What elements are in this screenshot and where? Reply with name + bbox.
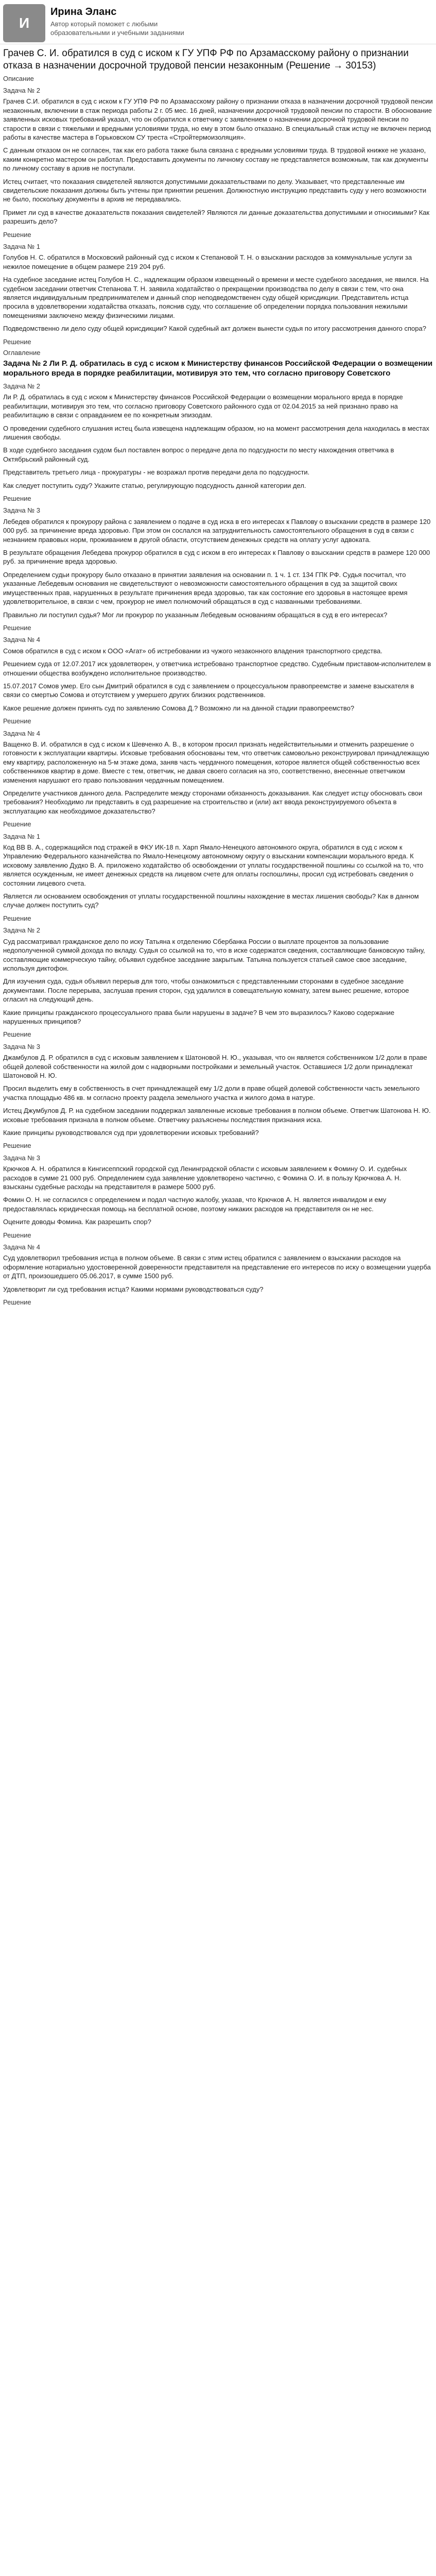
task-block <box>3 1243 433 1307</box>
task-paragraph: Грачев С.И. обратился в суд с иском к ГУ УПФ РФ по Арзамасскому району о признании отказа в назначении досрочной трудовой пенсии незаконным, включении в стаж периода работы 2 г. 05 мес. 16 дней, назначении досрочной трудовой пенсии по старости. В обоснование заявленных исковых требований указал, что он обратился к ответчику с заявлением о назначении досрочной трудовой пенсии по старости в связи с тяжелыми и вредными условиями труда, но ему в этом было отказано. В специальный стаж истцу не включен период работы в качестве мастера в Горьковском СУ треста «Стройтермоизоляция». <box>3 97 433 141</box>
task-paragraph: Является ли основанием освобождения от уплаты государственной пошлины нахождение в местах лишения свободы? Как в данном случае должен поступить суд? <box>3 892 419 909</box>
task-paragraph: На судебное заседание истец Голубов Н. С., надлежащим образом извещенный о времени и месте судебного заседания, не явился. На судебном заседании ответчик Степанова Т. Н. заявила ходатайство о прекращении производства по делу в связи с тем, что она является индивидуальным предпринимателем и данный спор неподведомственен суду общей юрисдикции. Представитель истца просила в удовлетворении ходатайства отказать, пояснив суду, что соглашение об определении порядка пользования нежилыми помещениями заключено между физическими лицами. <box>3 276 429 319</box>
task-label: Задача № 2 <box>3 86 41 94</box>
section <box>3 348 433 1307</box>
section-label: Оглавление <box>3 349 41 357</box>
task-paragraph: Ли Р. Д. обратилась в суд с иском к Министерству финансов Российской Федерации о возмещении морального вреда в порядке реабилитации, мотивируя это тем, что согласно приговору Советского районного суда от 02.04.2015 за ней признано право на реабилитацию в связи с оправданием ее по конкретным эпизодам. <box>3 393 403 419</box>
task-paragraph: Какое решение должен принять суд по заявлению Сомова Д.? Возможно ли на данной стадии правопреемство? <box>3 704 355 712</box>
section-label: Описание <box>3 74 34 82</box>
solution-link[interactable]: Решение <box>3 1231 31 1239</box>
task-label: Задача № 3 <box>3 1154 41 1162</box>
task-label: Задача № 3 <box>3 1042 41 1050</box>
task-paragraph: В ходе судебного заседания судом был поставлен вопрос о передаче дела по подсудности по месту нахождения ответчика в Октябрьский районный суд. <box>3 446 394 463</box>
task-label: Задача № 4 <box>3 729 41 737</box>
task-paragraph: В результате обращения Лебедева прокурор обратился в суд с иском в его интересах к Павлову о взыскании средств в размере 120 000 руб. за причинение вреда здоровью. <box>3 549 430 566</box>
task-paragraph: Примет ли суд в качестве доказательств показания свидетелей? Являются ли данные доказательства допустимыми и относимыми? Как разрешить дело? <box>3 208 430 226</box>
task-paragraph: Сомов обратился в суд с иском к ООО «Агат» об истребовании из чужого незаконного владения транспортного средства. <box>3 647 382 655</box>
task-paragraph: Определите участников данного дела. Распределите между сторонами обязанность доказывания. Как следует истцу обосновать свои требования? Необходимо ли представить в суд разрешение на строительство и (или) акт ввода реконструируемого объекта в эксплуатацию как необходимое доказательство? <box>3 789 423 815</box>
task-paragraph: Фомин О. Н. не согласился с определением и подал частную жалобу, указав, что Крючков А. Н. является инвалидом и ему предоставлялась юридическая помощь на бесплатной основе, поэтому никаких расходов на представителя он не нес. <box>3 1196 387 1213</box>
task-block <box>3 86 433 239</box>
task-paragraph: Код ВВ В. А., содержащийся под стражей в ФКУ ИК-18 п. Харп Ямало-Ненецкого автономного округа, обратился в суд с иском к Управлению Федерального казначейства по Ямало-Ненецкому автономному округу о взыскании компенсации морального вреда. К исковому заявлению Дудко В. А. приложено ходатайство об освобождении от уплаты государственной пошлины со ссылкой на то, что является осужденным, не имеет денежных средств на лицевом счете для оплаты госпошлины, просил суд истребовать сведения о состоянии лицевого счета. <box>3 843 424 887</box>
task-paragraph: Как следует поступить суду? Укажите статью, регулирующую подсудность данной категории дел. <box>3 481 306 489</box>
task-paragraph: Крючков А. Н. обратился в Кингисеппский городской суд Ленинградской области с исковым заявлением к Фомину О. И. судебных расходов в сумме 21 000 руб. Определением суда заявление удовлетворено частично, с Фомина О. И. в пользу Крючкова А. Н. взысканы судебные расходы на представителя в размере 5000 руб. <box>3 1165 407 1191</box>
task-paragraph: О проведении судебного слушания истец была извещена надлежащим образом, но на момент рассмотрения дела находилась в местах лишения свободы. <box>3 424 429 441</box>
task-paragraph: Оцените доводы Фомина. Как разрешить спор? <box>3 1218 151 1226</box>
task-paragraph: Лебедев обратился к прокурору района с заявлением о подаче в суд иска в его интересах к Павлову о взыскании средств в размере 120 000 руб. за причинение вреда здоровью. При этом он сослался на затруднительность самостоятельного обращения в суд в связи с незнанием правовых норм, проживанием в другой области, отсутствием денежных средств на оплату услуг адвоката. <box>3 517 431 544</box>
task-paragraph: 15.07.2017 Сомов умер. Его сын Дмитрий обратился в суд с заявлением о процессуальном правопреемстве и замене взыскателя в связи со смертью Сомова и отсутствием у умершего других близких родственников. <box>3 682 414 699</box>
solution-link[interactable]: Решение <box>3 623 31 632</box>
task-label: Задача № 3 <box>3 506 41 515</box>
author-info <box>50 4 184 38</box>
task-block <box>3 832 433 923</box>
task-block <box>3 635 433 725</box>
solution-link[interactable]: Решение <box>3 914 31 922</box>
task-paragraph: С данным отказом он не согласен, так как его работа также была связана с вредными условиями труда. В трудовой книжке не указано, каким конкретно мастером он работал. Предоставить документы по личному составу не представляется возможным, так как документы по личному составу в архив не поступали. <box>3 146 429 173</box>
task-block <box>3 242 433 346</box>
task-block <box>3 1154 433 1240</box>
content <box>0 47 436 1307</box>
task-paragraph: Истец Джумбулов Д. Р. на судебном заседании поддержал заявленные исковые требования в полном объеме. Ответчик Шатонова Н. Ю. исковые требования признала в полном объеме. Ответчику разъяснены последствия признания иска. <box>3 1107 431 1124</box>
task-paragraph: Просил выделить ему в собственность в счет принадлежащей ему 1/2 доли в праве общей долевой собственности часть земельного участка площадью 486 кв. м согласно проекту раздела земельного участка и жилого дома в натуре. <box>3 1084 420 1101</box>
task-paragraph: Правильно ли поступил судья? Мог ли прокурор по указанным Лебедевым основаниям обращаться в суд в его интересах? <box>3 611 388 619</box>
task-block <box>3 382 433 503</box>
task-paragraph: Решением суда от 12.07.2017 иск удовлетворен, у ответчика истребовано транспортное средство. Судебным приставом-исполнителем в отношении общества возбуждено исполнительное производство. <box>3 660 431 677</box>
task-label: Задача № 4 <box>3 1243 41 1251</box>
section-heading: Задача № 2 Ли Р. Д. обратилась в суд с иском к Министерству финансов Российской Федерации о возмещении морального вреда в порядке реабилитации, мотивируя это тем, что согласно приговору Советского <box>3 359 433 378</box>
solution-link[interactable]: Решение <box>3 1298 31 1307</box>
task-paragraph: Какие принципы гражданского процессуального права были нарушены в задаче? В чем это выразилось? Каково содержание нарушенных принципов? <box>3 1008 395 1025</box>
task-paragraph: Джамбулов Д. Р. обратился в суд с исковым заявлением к Шатоновой Н. Ю., указывая, что он является собственником 1/2 доли в праве общей долевой собственности на жилой дом с надворными постройками и земельный участок. Оставшиеся 1/2 доли принадлежат Шатоновой Н. Ю. <box>3 1054 427 1079</box>
task-paragraph: Определением судьи прокурору было отказано в принятии заявления на основании п. 1 ч. 1 ст. 134 ГПК РФ. Судья посчитал, что указанные Лебедевым основания не свидетельствуют о невозможности самостоятельного обращения в суд за защитой своих имущественных прав, нарушенных в результате причинения вреда здоровью, так как состояние его здоровья в настоящее время удовлетворительное, в связи с чем, прокурор не имел полномочий обращаться в суд с названными требованиями. <box>3 570 408 606</box>
task-label: Задача № 1 <box>3 243 41 250</box>
task-block <box>3 926 433 1039</box>
task-paragraph: Подведомственно ли дело суду общей юрисдикции? Какой судебный акт должен вынести судья по итогу рассмотрения данного спора? <box>3 325 426 333</box>
solution-link[interactable]: Решение <box>3 717 31 725</box>
solution-link[interactable]: Решение <box>3 230 31 239</box>
task-paragraph: Какие принципы руководствовался суд при удовлетворении исковых требований? <box>3 1129 259 1137</box>
task-label: Задача № 2 <box>3 382 41 390</box>
task-block <box>3 729 433 829</box>
solution-link[interactable]: Решение <box>3 820 31 828</box>
task-paragraph: Удовлетворит ли суд требования истца? Какими нормами руководствоваться суду? <box>3 1285 264 1293</box>
task-paragraph: Суд удовлетворил требования истца в полном объеме. В связи с этим истец обратился с заявлением о взыскании расходов на оформление нотариально удостоверенной доверенности представителя на представление его интересов по иску о возмещении ущерба от ДТП, произошедшего 05.06.2017, в сумме 1500 руб. <box>3 1254 431 1280</box>
solution-link[interactable]: Решение <box>3 1030 31 1039</box>
sections <box>3 74 433 1307</box>
solution-link[interactable]: Решение <box>3 1142 31 1150</box>
task-paragraph: Представитель третьего лица - прокуратуры - не возражал против передачи дела по подсудности. <box>3 468 310 477</box>
task-paragraph: Суд рассматривал гражданское дело по иску Татьяна к отделению Сбербанка России о выплате процентов за пользование недополученной суммой дохода по вкладу. Судья со ссылкой на то, что в иске содержатся сведения, составляющие банковскую тайну, составляющие коммерческую тайну, объявил судебное заседание закрытым. Татьяна пользуется статьей самое свое заседание, используя диктофон. <box>3 937 425 972</box>
task-paragraph: Ващенко В. И. обратился в суд с иском к Шевченко А. В., в котором просил признать недействительными и отменить разрешение о готовности к эксплуатации квартиры. Исковые требования обоснованы тем, что ответчик самовольно реконструировал принадлежащую ему квартиру, расположенную на 5-м этаже дома, заняв часть чердачного помещения, которое является общей собственностью всех собственников квартир в доме. Вместе с тем, ответчик, не давая своего согласия на это, соответственно, внесенные ответчиком изменения нарушают его право пользования чердачным помещением. <box>3 740 429 784</box>
author-tagline: Автор который поможет с любыми образовательными и учебными заданиями <box>50 20 184 37</box>
task-label: Задача № 1 <box>3 832 41 840</box>
task-paragraph: Голубов Н. С. обратился в Московский районный суд с иском к Степановой Т. Н. о взыскании расходов за коммунальные услуги за нежилое помещение в общем размере 219 204 руб. <box>3 253 412 270</box>
author-name[interactable]: Ирина Эланс <box>50 6 117 18</box>
solution-link[interactable]: Решение <box>3 337 31 346</box>
task-block <box>3 506 433 632</box>
avatar[interactable]: И <box>3 4 45 42</box>
task-label: Задача № 2 <box>3 926 41 935</box>
task-paragraph: Для изучения суда, судья объявил перерыв для того, чтобы ознакомиться с представленными сторонами в судебное заседание документами. После перерыва, заслушав прения сторон, суд удалился в совещательную комнату, затем вынес решение, которое огласил на следующий день. <box>3 977 409 1004</box>
page-title: Грачев С. И. обратился в суд с иском к ГУ УПФ РФ по Арзамасскому району о признании отказа в назначении досрочной трудовой пенсии незаконным (Решение → 30153) <box>3 48 409 71</box>
task-paragraph: Истец считает, что показания свидетелей являются допустимыми доказательствами по делу. Указывает, что представленные им свидетельские показания должны быть учтены при принятии решения. Должностную инструкцию представить суду у него возможности не было, поскольку документы в архив не передавались. <box>3 177 427 204</box>
section <box>3 74 433 347</box>
solution-link[interactable]: Решение <box>3 495 31 503</box>
task-label: Задача № 4 <box>3 636 41 644</box>
task-block <box>3 1042 433 1150</box>
author-header <box>0 0 436 44</box>
